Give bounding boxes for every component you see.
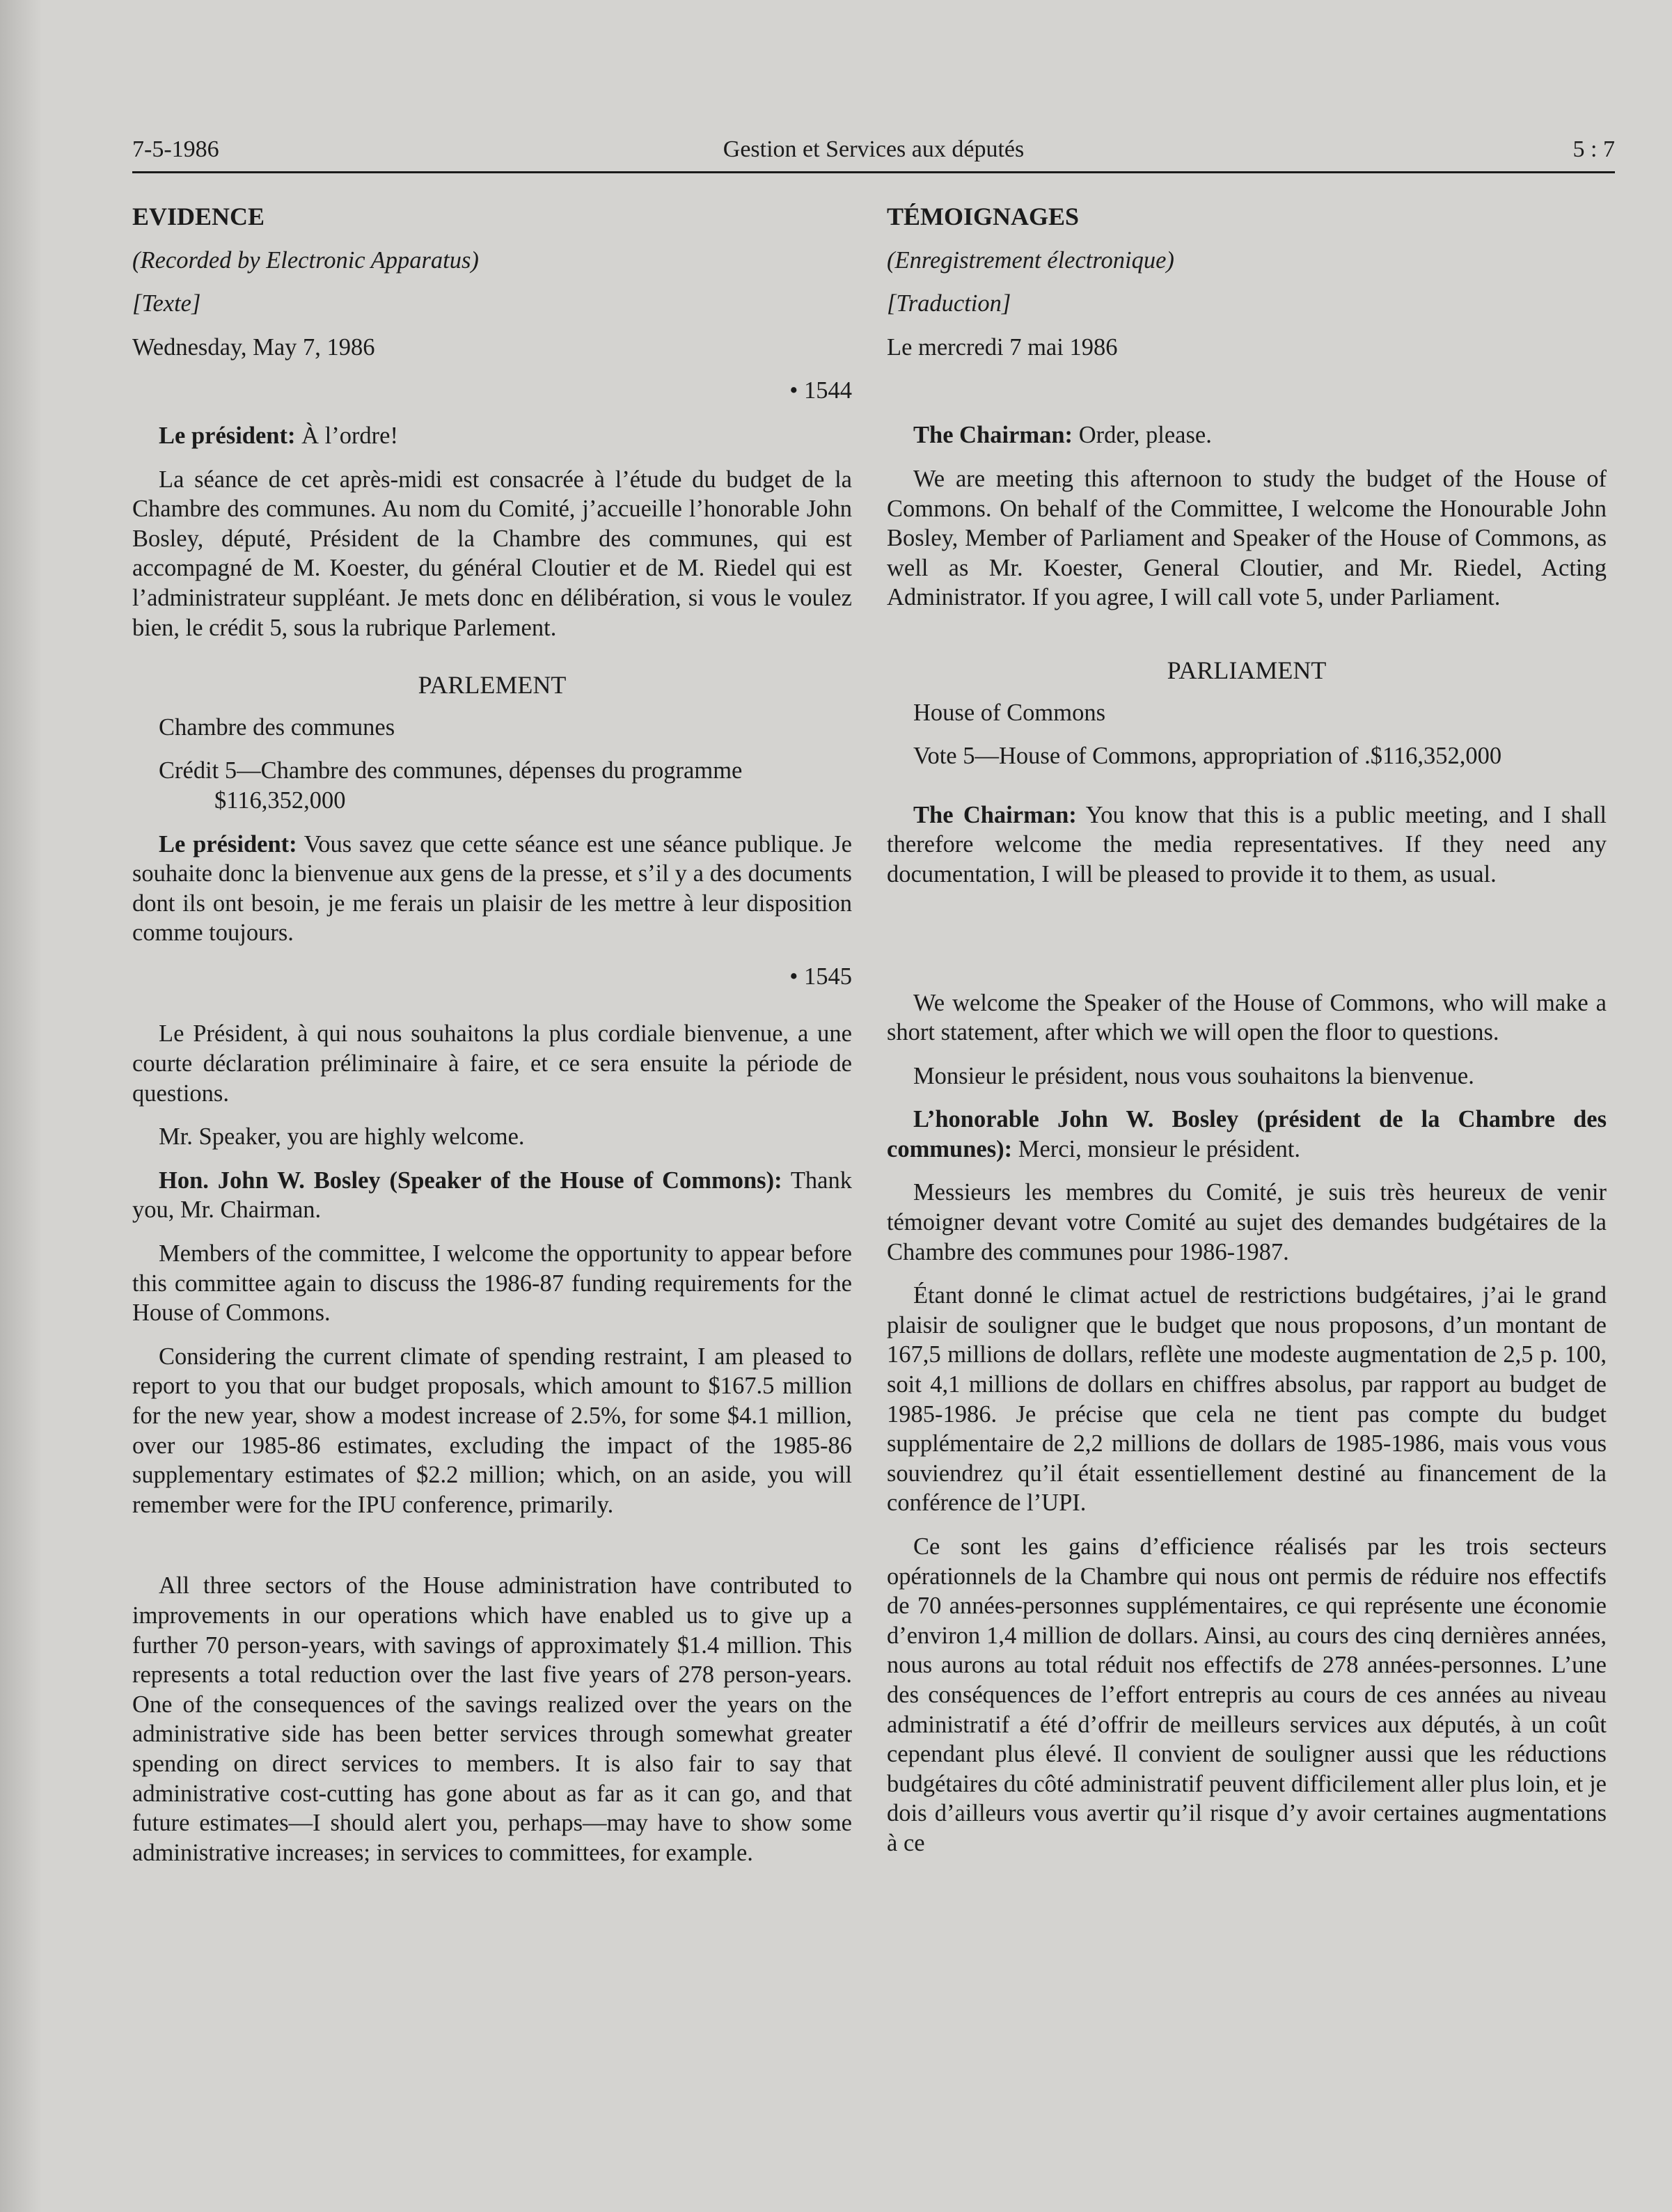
speaker-label: Hon. John W. Bosley (Speaker of the House of Commons): (159, 1167, 782, 1194)
right-paragraph-8: Étant donné le climat actuel de restrictions budgétaires, j’ai le grand plaisir de souligner que le budget que nous proposons, d’un montant de 167,5 millions de dollars, reflète une modeste augmentation de 2,5 p. 100, soit 4,1 millions de dollars en chiffres absolus, par rapport au budget de 1985-1986. Je précise que cela ne tient pas compte du budget supplémentaire de 2,2 millions de dollars de 1985-1986, mais vous vous souviendrez qu’il était essentiellement destiné au financement de la conférence de l’UPI. (887, 1282, 1607, 1517)
left-date: Wednesday, May 7, 1986 (132, 333, 375, 361)
left-paragraph-6: Hon. John W. Bosley (Speaker of the House of Commons): Thank you, Mr. Chairman. (132, 1167, 852, 1224)
left-paragraph-5: Mr. Speaker, you are highly welcome. (159, 1123, 525, 1151)
right-section-title: PARLIAMENT (1167, 656, 1327, 684)
left-heading: EVIDENCE (132, 203, 265, 230)
speaker-label: The Chairman: (913, 422, 1073, 449)
right-paragraph-9: Ce sont les gains d’efficience réalisés par les trois secteurs opérationnels de la Chambre qui nous ont permis de réduire nos effectifs de 70 années-personnes supplémentaires, ce qui représente une économie d’environ 1,4 million de dollars. Ainsi, au cours des cinq dernières années, nous aurons au total réduit nos effectifs de 278 années-personnes. L’une des conséquences de l’effort entrepris au cours de ces années au niveau administratif a été d’offrir de meilleurs services aux députés, à un coût cependant plus élevé. Il convient de souligner aussi que les réductions budgétaires du côté administratif peuvent difficilement aller plus loin, et je dois d’ailleurs vous avertir qu’il risque d’y avoir certaines augmentations à ce (887, 1533, 1607, 1856)
left-paragraph-2: La séance de cet après-midi est consacrée à l’étude du budget de la Chambre des communes. Au nom du Comité, j’accueille l’honorable John Bosley, député, Président de la Chambre des communes, qui est accompagné de M. Koester, du général Cloutier et de M. Riedel qui est l’administrateur suppléant. Je mets donc en délibération, si vous le voulez bien, le crédit 5, sous la rubrique Parlement. (132, 466, 852, 641)
header-title: Gestion et Services aux députés (723, 136, 1025, 162)
header-date: 7-5-1986 (132, 136, 219, 162)
speaker-label: Le président: (159, 422, 296, 449)
running-header (132, 136, 1615, 171)
right-paragraph-4: We welcome the Speaker of the House of Commons, who will make a short statement, after which we will open the floor to questions. (887, 989, 1607, 1046)
right-paragraph-2: We are meeting this afternoon to study the budget of the House of Commons. On behalf of the Committee, I welcome the Honourable John Bosley, Member of Parliament and Speaker of the House of Commons, as well as Mr. Koester, General Cloutier, and Mr. Riedel, Acting Administrator. If you agree, I will call vote 5, under Parliament. (887, 465, 1607, 611)
left-section-title: PARLEMENT (418, 671, 567, 700)
page-edge-shadow (0, 0, 42, 2212)
time-marker-1545: • 1545 (789, 963, 852, 990)
right-traduction-note: [Traduction] (887, 290, 1011, 317)
left-paragraph-3: Le président: Vous savez que cette séance est une séance publique. Je souhaite donc la bienvenue aux gens de la presse, et s’il y a des documents dont ils ont besoin, je me ferais un plaisir de les mettre à leur disposition comme toujours. (132, 830, 852, 947)
left-paragraph-8: Considering the current climate of spending restraint, I am pleased to report to you that our budget proposals, which amount to $167.5 million for the new year, show a modest increase of 2.5%, for some $4.1 million, over our 1985-86 estimates, excluding the impact of the 1985-86 supplementary estimates of $2.2 million; which, on an aside, you will remember were for the IPU conference, primarily. (132, 1343, 852, 1518)
header-rule (132, 171, 1615, 173)
speaker-label: Le président: (159, 830, 297, 858)
speaker-label: L’honorable John W. Bosley (président de la Chambre des communes): (887, 1106, 1607, 1162)
left-texte-note: [Texte] (132, 290, 201, 317)
right-heading: TÉMOIGNAGES (887, 203, 1080, 230)
right-paragraph-5: Monsieur le président, nous vous souhaitons la bienvenue. (913, 1062, 1474, 1089)
left-recorded-note: (Recorded by Electronic Apparatus) (132, 246, 479, 274)
right-date: Le mercredi 7 mai 1986 (887, 333, 1118, 361)
header-page-number: 5 : 7 (1572, 136, 1615, 162)
left-paragraph-9: All three sectors of the House administration have contributed to improvements in our operations which have enabled us to give up a further 70 person-years, with savings of approximately $1.4 million. This represents a total reduction over the last five years of 278 person-years. One of the consequences of the savings realized over the years on the administrative side has been better services through somewhat greater spending on direct services to members. It is also fair to say that administrative cost-cutting has gone about as far as it can go, and that future estimates—I should alert you, perhaps—may have to show some administrative increases; in services to committees, for example. (132, 1572, 852, 1866)
right-vote-line: Vote 5—House of Commons, appropriation of .$116,352,000 (913, 743, 1502, 770)
right-column (887, 202, 1607, 1872)
left-paragraph-1: Le président: À l’ordre! (159, 422, 398, 449)
speaker-label: The Chairman: (913, 801, 1077, 828)
left-vote-line: Crédit 5—Chambre des communes, dépenses du programme $116,352,000 (159, 757, 743, 814)
left-column (132, 202, 852, 1881)
right-paragraph-6: L’honorable John W. Bosley (président de la Chambre des communes): Merci, monsieur le président. (887, 1106, 1607, 1162)
right-paragraph-3: The Chairman: You know that this is a public meeting, and I shall therefore welcome the media representatives. If they need any documentation, I will be pleased to provide it to them, as usual. (887, 801, 1607, 887)
left-paragraph-4: Le Président, à qui nous souhaitons la plus cordiale bienvenue, a une courte déclaration préliminaire à faire, et ce sera ensuite la période de questions. (132, 1020, 852, 1107)
right-paragraph-7: Messieurs les membres du Comité, je suis très heureux de venir témoigner devant votre Comité au sujet des demandes budgétaires de la Chambre des communes pour 1986-1987. (887, 1179, 1607, 1265)
left-paragraph-7: Members of the committee, I welcome the opportunity to appear before this committee again to discuss the 1986-87 funding requirements for the House of Commons. (132, 1240, 852, 1327)
left-subsection: Chambre des communes (159, 713, 395, 741)
right-subsection: House of Commons (913, 699, 1105, 726)
right-recorded-note: (Enregistrement électronique) (887, 246, 1174, 274)
time-marker-1544: • 1544 (789, 377, 852, 404)
right-paragraph-1: The Chairman: Order, please. (913, 422, 1212, 449)
